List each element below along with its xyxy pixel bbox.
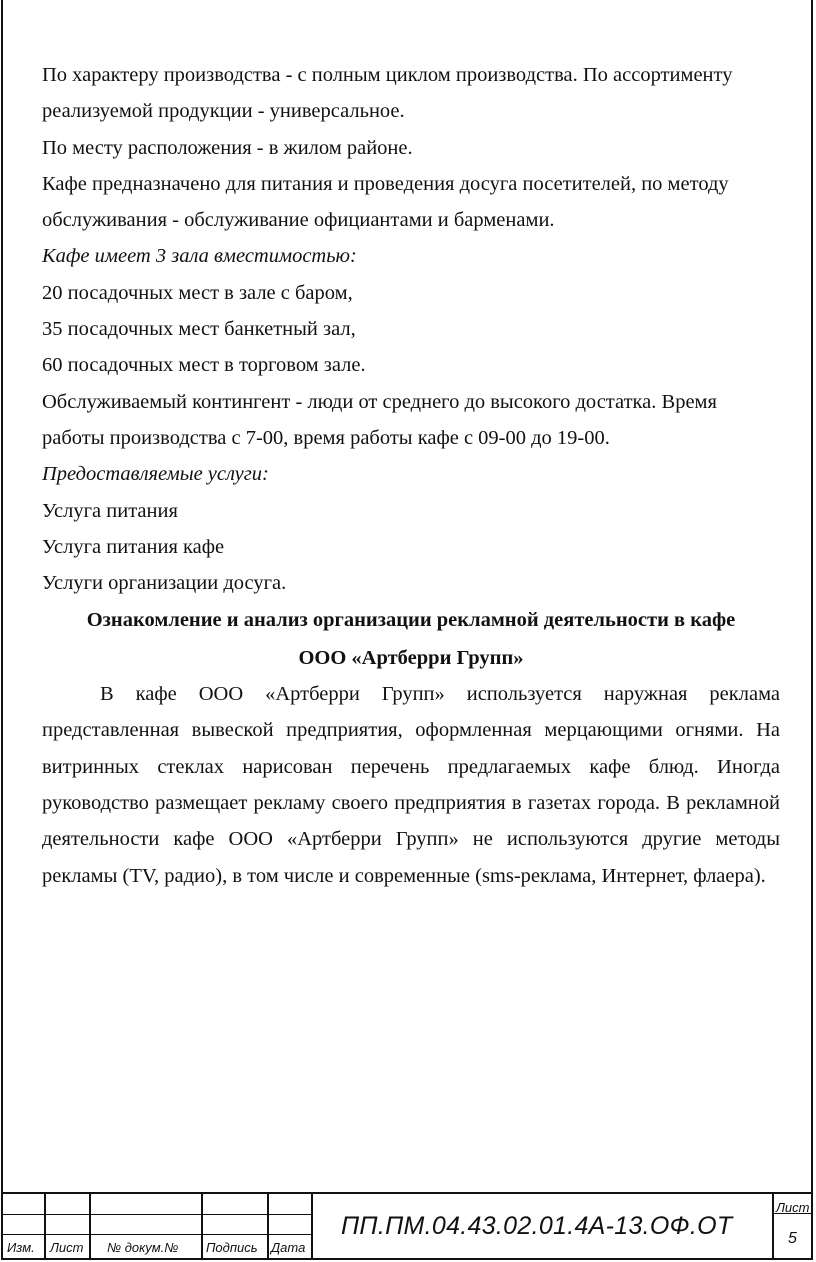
stamp-divider: [89, 1194, 91, 1260]
stamp-divider: [44, 1194, 46, 1260]
stamp-label-izm: Изм.: [7, 1240, 35, 1255]
paragraph-service-leisure: Услуги организации досуга.: [42, 572, 287, 595]
paragraph-halls-intro: Кафе имеет 3 зала вместимостью:: [42, 245, 357, 268]
stamp-row-line: [1, 1234, 311, 1235]
paragraph-advertising: В кафе ООО «Артберри Групп» используется наружная реклама представленная вывеской предприятия, оформленная мерцающими огнями. На витринных стеклах нарисован перечень предлагаемых кафе блюд. Иногда руководство размещает рекламу своего предприятия в газетах города. В рекламной деятельности кафе ООО «Артберри Групп» не используются другие методы рекламы (TV, радио), в том числе и современные (sms-реклама, Интернет, флаера).: [42, 683, 780, 887]
stamp-row-line: [1, 1214, 311, 1215]
paragraph-contingent: Обслуживаемый контингент - люди от среднего до высокого достатка. Время работы производства с 7-00, время работы кафе с 09-00 до 19-00.: [42, 390, 717, 449]
paragraph-service-food: Услуга питания: [42, 499, 178, 522]
stamp-divider: [772, 1194, 774, 1260]
stamp-divider: [267, 1194, 269, 1260]
paragraph-location: По месту расположения - в жилом районе.: [42, 136, 413, 159]
stamp-label-date: Дата: [271, 1240, 306, 1255]
paragraph-services-intro: Предоставляемые услуги:: [42, 463, 269, 486]
title-block: [1, 1192, 813, 1260]
sheet-label: Лист: [776, 1200, 810, 1215]
document-body: [42, 57, 780, 894]
section-heading-line-2: ООО «Артберри Групп»: [298, 646, 524, 669]
paragraph-hall-bar: 20 посадочных мест в зале с баром,: [42, 281, 353, 304]
section-heading-line-1: Ознакомление и анализ организации рекламной деятельности в кафе: [86, 609, 736, 632]
stamp-label-list: Лист: [50, 1240, 84, 1255]
paragraph-service-cafe: Услуга питания кафе: [42, 535, 225, 558]
paragraph-hall-trade: 60 посадочных мест в торговом зале.: [42, 354, 366, 377]
stamp-divider: [201, 1194, 203, 1260]
paragraph-purpose: Кафе предназначено для питания и проведения досуга посетителей, по методу обслуживания - обслуживание официантами и барменами.: [42, 172, 729, 232]
stamp-label-signature: Подпись: [206, 1240, 258, 1255]
sheet-number: 5: [788, 1230, 797, 1247]
stamp-divider: [311, 1194, 313, 1260]
document-code: ПП.ПМ.04.43.02.01.4А-13.ОФ.ОТ: [341, 1212, 733, 1240]
paragraph-hall-banquet: 35 посадочных мест банкетный зал,: [42, 318, 356, 341]
paragraph-production-type: По характеру производства - с полным циклом производства. По ассортименту реализуемой продукции - универсальное.: [42, 64, 733, 123]
stamp-label-doc-number: № докум.№: [107, 1240, 179, 1255]
